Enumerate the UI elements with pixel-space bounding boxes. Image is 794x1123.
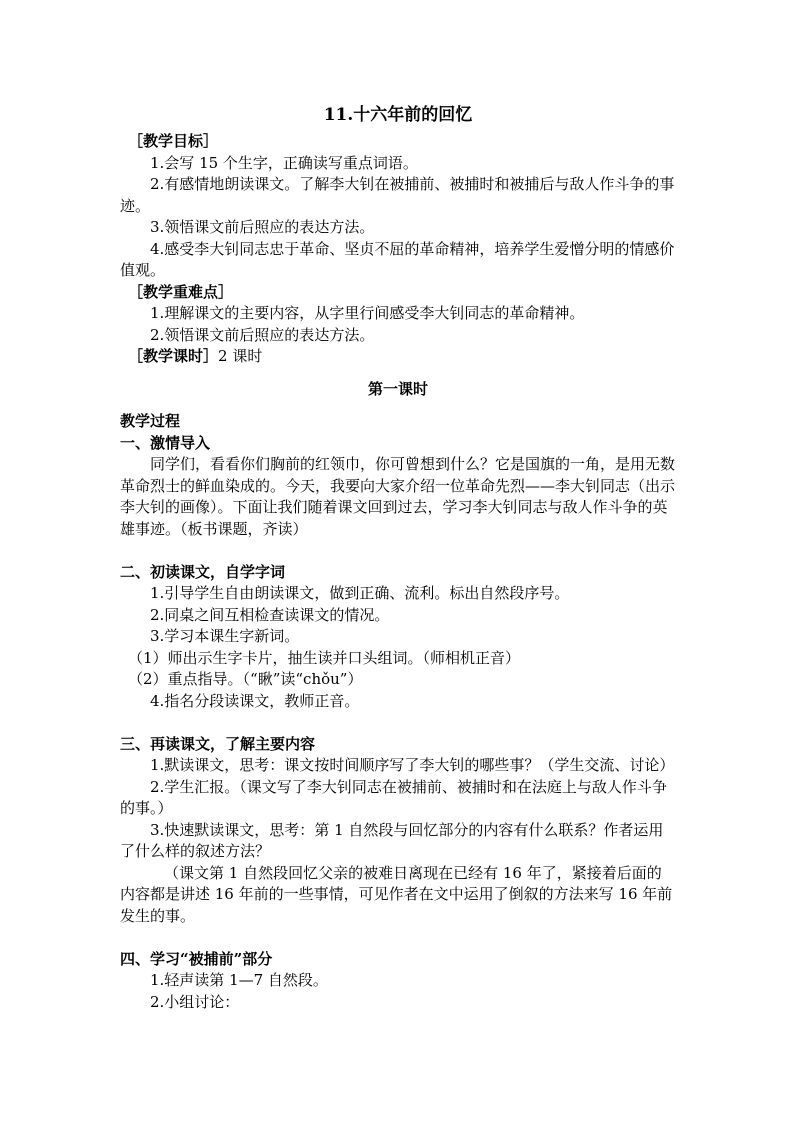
objective-item: 2.有感情地朗读课文。了解李大钊在被捕前、被捕时和被捕后与敌人作斗争的事迹。 [120,175,675,215]
section-item: 4.指名分段读课文，教师正音。 [150,691,360,710]
objectives-label: ［教学目标］ [128,132,219,150]
objective-item: 1.会写 15 个生字，正确读写重点词语。 [150,153,418,172]
section-item: 2.小组讨论： [150,992,240,1011]
section-item: 2.学生汇报。（课文写了李大钊同志在被捕前、被捕时和在法庭上与敌人作斗争的事。） [120,777,667,817]
section-heading: 四、学习“被捕前”部分 [120,949,273,968]
process-heading: 教学过程 [120,412,181,430]
key-point-item: 2.领悟课文前后照应的表达方法。 [150,325,375,344]
section-heading: 一、激情导入 [120,433,211,452]
section-item: 2.同桌之间互相检查读课文的情况。 [150,605,390,624]
spacer [120,712,676,734]
section-item: 1.默读课文，思考：课文按时间顺序写了李大钊的哪些事？（学生交流、讨论） [150,756,675,774]
document-content [120,104,676,1013]
periods-label: ［教学课时］ [128,347,219,365]
section-subitem: （2）重点指导。（“瞅”读“chǒu”） [128,670,363,688]
section-item: 1.轻声读第 1—7 自然段。 [150,971,328,989]
section-item: 3.学习本课生字新词。 [150,627,300,645]
document-title: 11.十六年前的回忆 [323,105,473,125]
objective-item: 3.领悟课文前后照应的表达方法。 [150,218,375,236]
section-item: 3.快速默读课文，思考：第 1 自然段与回忆部分的内容有什么联系？作者运用了什么样的叙述方法？ [120,820,664,860]
periods-line [120,346,676,368]
section-heading: 二、初读课文，自学字词 [120,562,286,581]
section-paragraph: 同学们，看看你们胸前的红领巾，你可曾想到什么？它是国旗的一角，是用无数革命烈士的鲜血染成的。今天，我要向大家介绍一位革命先烈——李大钊同志（出示李大钊的画像）。下面让我们随着课文回到过去，学习李大钊同志与敌人作斗争的英雄事迹。（板书课题，齐读） [120,455,676,538]
section-subitem: （1）师出示生字卡片，抽生读并口头组词。（师相机正音） [128,648,521,667]
spacer [120,927,676,949]
objective-item: 4.感受李大钊同志忠于革命、坚贞不屈的革命精神，培养学生爱憎分明的情感价值观。 [120,239,675,279]
key-points-label: ［教学重难点］ [128,282,234,301]
spacer [120,540,676,562]
lesson-heading: 第一课时 [367,379,428,398]
section-answer: （课文第 1 自然段回忆父亲的被难日离现在已经有 16 年了，紧接着后面的内容都是讲述 16 年前的一些事情，可见作者在文中运用了倒叙的方法来写 16 年前发生的事。 [120,863,673,925]
section-item: 1.引导学生自由朗读课文，做到正确、流利。标出自然段序号。 [150,584,570,602]
section-heading: 三、再读课文，了解主要内容 [120,734,316,753]
key-point-item: 1.理解课文的主要内容，从字里行间感受李大钊同志的革命精神。 [150,304,585,322]
periods-value: 2 课时 [218,347,263,365]
